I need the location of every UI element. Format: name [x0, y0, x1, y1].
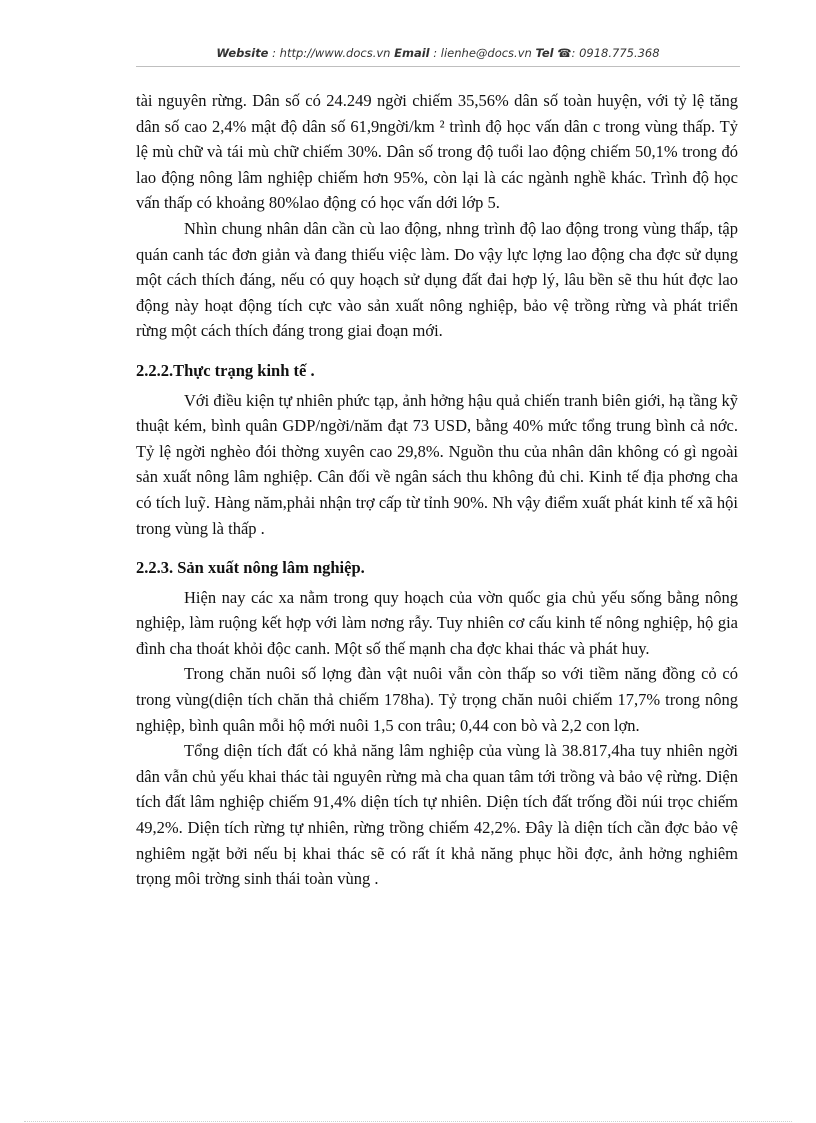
- tel-value: ☎: 0918.775.368: [557, 46, 660, 60]
- section-heading-agriculture: 2.2.3. Sản xuất nông lâm nghiệp.: [136, 558, 365, 578]
- paragraph-livestock: Trong chăn nuôi số lợng đàn vật nuôi vẫn còn thấp so với tiềm năng đồng cỏ có trong vùng(diện tích chăn thả chiếm 178ha). Tỷ trọng chăn nuôi chiếm 17,7% trong nông nghiệp, bình quân mỗi hộ mới nuôi 1,5 con trâu; 0,44 con bò và 2,2 con lợn.: [136, 664, 738, 735]
- document-body: [136, 88, 738, 892]
- email-value[interactable]: : lienhe@docs.vn: [433, 46, 532, 60]
- email-label: Email: [394, 46, 430, 60]
- page-header: [136, 46, 740, 60]
- paragraph-economy: Với điều kiện tự nhiên phức tạp, ảnh hởng hậu quả chiến tranh biên giới, hạ tầng kỹ thuật kém, bình quân GDP/ngời/năm đạt 73 USD, bằng 40% mức tổng trung bình cả nớc. Tỷ lệ ngời nghèo đói thờng xuyên cao 29,8%. Nguồn thu của nhân dân không có gì ngoài sản xuất nông lâm nghiệp. Cân đối về ngân sách thu không đủ chi. Kinh tế địa phơng cha có tích luỹ. Hàng năm,phải nhận trợ cấp từ tỉnh 90%. Nh vậy điểm xuất phát kinh tế xã hội trong vùng là thấp .: [136, 390, 738, 538]
- website-url[interactable]: : http://www.docs.vn: [272, 46, 391, 60]
- paragraph-forestry: Tổng diện tích đất có khả năng lâm nghiệp của vùng là 38.817,4ha tuy nhiên ngời dân vẫn chủ yếu khai thác tài nguyên rừng mà cha quan tâm tới trồng và bảo vệ rừng. Diện tích đất lâm nghiệp chiếm 91,4% diện tích tự nhiên. Diện tích đất trống đồi núi trọc chiếm 49,2%. Diện tích rừng tự nhiên, rừng trồng chiếm 42,2%. Đây là diện tích cần đợc bảo vệ nghiêm ngặt bởi nếu bị khai thác sẽ có rất ít khả năng phục hồi đợc, ảnh hởng nghiêm trọng môi trờng sinh thái toàn vùng .: [136, 741, 738, 889]
- paragraph-agriculture: Hiện nay các xa nằm trong quy hoạch của vờn quốc gia chủ yếu sống bằng nông nghiệp, làm ruộng kết hợp với làm nơng rẫy. Tuy nhiên cơ cấu kinh tế nông nghiệp, hộ gia đình cha thoát khỏi độc canh. Một số thế mạnh cha đợc khai thác và phát huy.: [136, 587, 738, 658]
- section-heading-economy: 2.2.2.Thực trạng kinh tế .: [136, 360, 315, 380]
- tel-label: Tel: [535, 46, 554, 60]
- footer-divider: [24, 1121, 792, 1122]
- header-divider: [136, 66, 740, 67]
- website-label: Website: [216, 46, 269, 60]
- paragraph-labor: Nhìn chung nhân dân cần cù lao động, nhng trình độ lao động trong vùng thấp, tập quán canh tác đơn giản và đang thiếu việc làm. Do vậy lực lợng lao động cha đợc sử dụng một cách thích đáng, nếu có quy hoạch sử dụng đất đai hợp lý, lâu bền sẽ thu hút đợc lao động này hoạt động tích cực vào sản xuất nông nghiệp, bảo vệ trồng rừng và phát triển rừng một cách thích đáng trong giai đoạn mới.: [136, 218, 738, 341]
- paragraph-population: tài nguyên rừng. Dân số có 24.249 ngời chiếm 35,56% dân số toàn huyện, với tỷ lệ tăng dân số cao 2,4% mật độ dân số 61,9ngời/km ² trình độ học vấn dân c trong vùng thấp. Tỷ lệ mù chữ và tái mù chữ chiếm 30%. Dân số trong độ tuổi lao động chiếm 50,1% trong đó lao động nông lâm nghiệp chiếm hơn 95%, còn lại là các ngành nghề khác. Trình độ học vấn thấp có khoảng 80%lao động có học vấn dới lớp 5.: [136, 91, 738, 213]
